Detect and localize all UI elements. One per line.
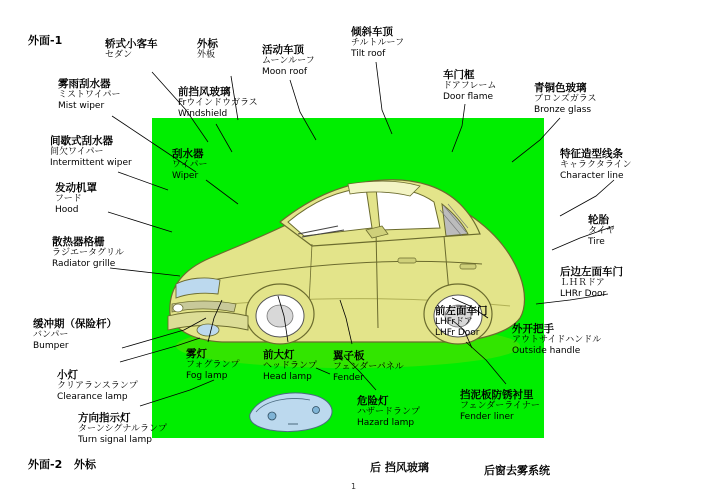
label-clearance-lamp-en: Clearance lamp bbox=[57, 391, 128, 402]
label-fender-cn: 翼子板 bbox=[333, 350, 365, 362]
label-moon-roof-en: Moon roof bbox=[262, 66, 308, 77]
label-moon-roof-cn: 活动车顶 bbox=[262, 44, 304, 56]
footer-item-rear-defogger: 后窗去雾系统 bbox=[484, 464, 550, 477]
label-mist-wiper-jp: ミストワイパー bbox=[58, 90, 121, 101]
label-fender-jp: フェンダーパネル bbox=[333, 362, 404, 373]
label-wiper-jp: ワイパー bbox=[172, 160, 208, 171]
label-moon-roof bbox=[262, 44, 315, 78]
label-radiator-grille-jp: ラジエータグリル bbox=[52, 248, 125, 259]
label-turn-signal-lamp-jp: ターンシグナルランプ bbox=[78, 424, 167, 435]
label-tilt-roof-cn: 倾斜车顶 bbox=[351, 26, 393, 38]
label-intermittent-wiper-jp: 间欠ワイパー bbox=[50, 147, 104, 158]
label-exterior-panel-jp: 外板 bbox=[197, 50, 216, 61]
label-bumper-cn: 缓冲期（保险杆） bbox=[33, 318, 117, 330]
label-mist-wiper-en: Mist wiper bbox=[58, 100, 105, 111]
label-intermittent-wiper-cn: 间歇式刮水器 bbox=[50, 135, 113, 147]
mirror-detail-illustration bbox=[236, 380, 344, 438]
label-sedan bbox=[105, 38, 158, 61]
label-tilt-roof-en: Tilt roof bbox=[351, 48, 386, 59]
label-hood-jp: フード bbox=[55, 194, 82, 205]
label-bronze-glass bbox=[534, 82, 596, 116]
label-fender-liner-en: Fender liner bbox=[460, 411, 514, 422]
label-bumper bbox=[33, 318, 117, 352]
label-lhr-door-cn: 后边左面车门 bbox=[560, 266, 623, 278]
label-lhr-door bbox=[560, 266, 623, 300]
label-radiator-grille bbox=[52, 236, 124, 270]
label-intermittent-wiper-en: Intermittent wiper bbox=[50, 157, 132, 168]
label-mist-wiper-cn: 雾雨刮水器 bbox=[58, 78, 111, 90]
label-head-lamp bbox=[263, 349, 317, 383]
label-fender bbox=[333, 350, 404, 384]
label-exterior-panel bbox=[197, 38, 218, 61]
label-windshield-jp: Frウインドウガラス bbox=[178, 98, 258, 109]
label-lhfr-door-jp: LHFrドア bbox=[435, 317, 473, 328]
label-bumper-en: Bumper bbox=[33, 340, 69, 351]
label-door-frame bbox=[443, 69, 496, 103]
label-tire-en: Tire bbox=[588, 236, 605, 247]
label-mist-wiper bbox=[58, 78, 121, 112]
label-lhfr-door bbox=[435, 305, 488, 339]
label-hazard-lamp-en: Hazard lamp bbox=[357, 417, 415, 428]
label-windshield bbox=[178, 86, 258, 120]
label-lhr-door-jp: ＬＨＲドア bbox=[560, 278, 605, 289]
label-sedan-jp: セダン bbox=[105, 50, 133, 61]
footer-item-exterior-mark: 外标 bbox=[74, 458, 96, 471]
label-wiper-cn: 刮水器 bbox=[172, 148, 204, 160]
label-character-line-jp: キャラクタライン bbox=[560, 160, 632, 171]
label-turn-signal-lamp bbox=[78, 412, 167, 446]
label-head-lamp-en: Head lamp bbox=[263, 371, 312, 382]
label-outside-handle-en: Outside handle bbox=[512, 345, 581, 356]
label-fender-en: Fender bbox=[333, 372, 364, 383]
label-tire-jp: タイヤ bbox=[588, 226, 615, 237]
label-clearance-lamp-cn: 小灯 bbox=[57, 369, 78, 381]
label-fog-lamp-cn: 雾灯 bbox=[186, 348, 207, 360]
label-clearance-lamp bbox=[57, 369, 138, 403]
label-radiator-grille-cn: 散热器格栅 bbox=[52, 236, 105, 248]
label-outside-handle-jp: アウトサイドハンドル bbox=[512, 335, 602, 346]
label-windshield-cn: 前挡风玻璃 bbox=[178, 86, 231, 98]
label-lhfr-door-cn: 前左面车门 bbox=[435, 305, 488, 317]
label-bronze-glass-en: Bronze glass bbox=[534, 104, 592, 115]
label-hood bbox=[55, 182, 97, 216]
label-moon-roof-jp: ムーンルーフ bbox=[262, 56, 315, 67]
label-hood-en: Hood bbox=[55, 204, 79, 215]
label-fender-liner bbox=[460, 389, 540, 423]
label-tire-cn: 轮胎 bbox=[588, 214, 609, 226]
label-character-line bbox=[560, 148, 632, 182]
header-left-tag: 外面-1 bbox=[28, 34, 63, 47]
label-tire bbox=[588, 214, 615, 248]
label-bumper-jp: バンパー bbox=[33, 330, 69, 341]
label-fender-liner-jp: フェンダーライナー bbox=[460, 401, 540, 412]
label-exterior-panel-cn: 外标 bbox=[197, 38, 218, 50]
label-sedan-cn: 轿式小客车 bbox=[105, 38, 158, 50]
label-door-frame-en: Door flame bbox=[443, 91, 493, 102]
label-turn-signal-lamp-cn: 方向指示灯 bbox=[78, 412, 131, 424]
label-head-lamp-cn: 前大灯 bbox=[263, 349, 295, 361]
label-lhfr-door-en: LHFr Door bbox=[435, 327, 480, 338]
label-wiper bbox=[172, 148, 208, 182]
footer-item-rear-windshield: 后 挡风玻璃 bbox=[370, 461, 429, 474]
label-radiator-grille-en: Radiator grille bbox=[52, 258, 116, 269]
label-hood-cn: 发动机罩 bbox=[55, 182, 97, 194]
label-door-frame-jp: ドアフレーム bbox=[443, 81, 497, 92]
label-clearance-lamp-jp: クリアランスランプ bbox=[57, 381, 138, 392]
label-hazard-lamp bbox=[357, 395, 420, 429]
label-fog-lamp bbox=[186, 348, 240, 382]
label-intermittent-wiper bbox=[50, 135, 132, 169]
page-number: 1 bbox=[350, 482, 357, 491]
label-fog-lamp-en: Fog lamp bbox=[186, 370, 228, 381]
label-fender-liner-cn: 挡泥板防锈衬里 bbox=[460, 389, 534, 401]
label-outside-handle bbox=[512, 323, 601, 357]
label-character-line-cn: 特征造型线条 bbox=[560, 148, 623, 160]
label-character-line-en: Character line bbox=[560, 170, 624, 181]
label-bronze-glass-jp: ブロンズガラス bbox=[534, 94, 597, 105]
label-door-frame-cn: 车门框 bbox=[443, 69, 475, 81]
label-lhr-door-en: LHRr Door bbox=[560, 288, 607, 299]
label-tilt-roof-jp: チルトルーフ bbox=[351, 38, 405, 49]
label-tilt-roof bbox=[351, 26, 404, 60]
label-turn-signal-lamp-en: Turn signal lamp bbox=[78, 434, 152, 445]
label-head-lamp-jp: ヘッドランプ bbox=[263, 361, 318, 372]
label-hazard-lamp-jp: ハザードランプ bbox=[357, 407, 421, 418]
label-hazard-lamp-cn: 危险灯 bbox=[357, 395, 389, 407]
label-outside-handle-cn: 外开把手 bbox=[512, 323, 554, 335]
label-fog-lamp-jp: フォグランプ bbox=[186, 360, 240, 371]
label-windshield-en: Windshield bbox=[178, 108, 228, 119]
label-wiper-en: Wiper bbox=[172, 170, 199, 181]
footer-left-tag: 外面-2 bbox=[28, 458, 63, 471]
label-bronze-glass-cn: 青铜色玻璃 bbox=[534, 82, 587, 94]
